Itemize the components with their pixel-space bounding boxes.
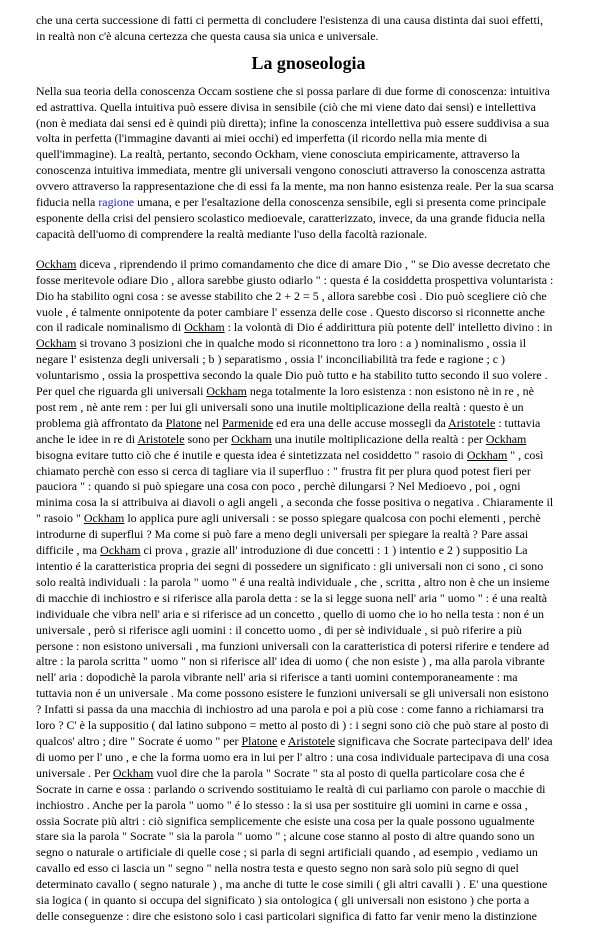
link-ockham[interactable]: Ockham <box>100 543 141 558</box>
link-platone[interactable]: Platone <box>165 415 202 430</box>
link-platone[interactable]: Platone <box>241 733 278 748</box>
text-line: pauciora " : quando si può spiegare una cosa con poco , perchè dilungarsi ? Nel Medioevo , poi , ogni <box>36 479 521 494</box>
link-ockham[interactable]: Ockham <box>184 320 225 335</box>
text-line: cavallo ed esso ci lascia un " segno " nella nostra testa e questo segno non sarà solo più segno di quel <box>36 861 519 876</box>
text-line: (non è mediata dai sensi ed è quindi più diretta); infine la conoscenza intellettiva può essere suddivisa a sua <box>36 115 550 130</box>
link-aristotele[interactable]: Aristotele <box>137 431 185 446</box>
link-ockham[interactable]: Ockham <box>231 431 272 446</box>
text-line: capacità dell'uomo di comprendere la realtà mediante l'uso della facoltà razionale. <box>36 226 428 241</box>
text-line: intentio é la caratteristica propria dei segni di possedere un significato : gli universali non ci sono , ci sono <box>36 559 544 573</box>
text-line: Socrate in carne e ossa : parlando o scrivendo sostituiamo le realtà di cui parliamo con parole o macchie di <box>36 781 546 796</box>
text-segment: voluntarismo , ossia la prospettiva secondo la quale Dio può tutto e ha stabilito tutto secondo il suo volere . <box>36 368 548 383</box>
text-segment: ed era una delle accuse mossegli da <box>273 415 449 430</box>
document-page <box>36 13 581 925</box>
text-segment: ci prova , grazie all' introduzione di due concetti : 1 ) intentio e 2 ) suppositio La <box>140 543 528 558</box>
text-line: fosse meritevole odiare Dio , allora sarebbe giusto odiarlo " : questa é la cosiddetta prospettiva voluntarista : <box>36 272 554 287</box>
text-segment: significava che Socrate partecipava dell' idea <box>335 733 553 748</box>
text-line: ovvero attraverso la rappresentazione che di essi fa la mente, ma non hanno esistenza reale. Per la sua scarsa <box>36 179 554 194</box>
text-line: ossia Socrate più altri : ciò significa semplicemente che esiste una cosa per la quale possono ugualmente <box>36 813 535 828</box>
text-line: minima cosa la si attribuiva ai diavoli o agli angeli , a seconda che fosse positiva o negativa . Chiaramente il <box>36 495 554 510</box>
text-line: tuttavia non é un universale . Ma come possono esistere le funzioni universali se gli universali non esistono <box>36 686 549 701</box>
text-segment: bisogna evitare tutto ciò che é inutile e questa idea é sintetizzata nel cosiddetto " rasoio di <box>36 447 467 462</box>
text-line: ed astrattiva. Quella intuitiva può essere divisa in sensibile (ciò che mi viene dato dai sensi) e intellettiva <box>36 99 536 114</box>
link-ockham[interactable]: Ockham <box>36 256 77 271</box>
text-line: conoscenza intuitiva immediata, mentre gli universali vengono conosciuti attraverso la conoscenza astratta <box>36 163 546 178</box>
link-ragione[interactable]: ragione <box>98 195 135 210</box>
text-segment: umana, e per l'esaltazione della conoscenza sensibile, egli si presenta come principale <box>134 195 546 210</box>
text-segment: nega totalmente la loro esistenza : non esistono nè in re , nè <box>246 384 534 399</box>
text-segment: con il radicale nominalismo di <box>36 320 185 335</box>
link-ockham[interactable]: Ockham <box>466 447 508 462</box>
text-line: individuale che vibra nell' aria e si riferisce ad un concetto , quello di uomo che io ho nella testa : non é un <box>36 606 545 621</box>
text-line: delle conseguenze : dire che esistono solo i casi particolari significa di fatto far venir meno la distinzione <box>36 908 537 923</box>
text-line: vuole , é talmente onnipotente da poter cambiare l' essenza delle cose . Questo discorso si riconnette anche <box>36 304 545 319</box>
text-line: post rem , nè ante rem : per lui gli universali sono una inutile moltiplicazione della realtà : questo è un <box>36 399 524 414</box>
text-segment: lo applica pure agli universali : se posso spiegare qualcosa con pochi elementi , perchè <box>124 511 541 526</box>
text-segment: : tuttavia <box>495 415 541 430</box>
text-segment: nel <box>201 415 223 430</box>
link-ockham[interactable]: Ockham <box>83 511 125 526</box>
text-line: in realtà non c'è alcuna certezza che questa causa sia unica e universale. <box>36 28 379 43</box>
text-line: ? Infatti si passa da una macchia di inchiostro ad una parola e poi a più cose : come fanno a richiamarsi tra <box>36 702 544 717</box>
text-segment: e <box>277 733 288 748</box>
text-segment: " rasoio " <box>36 511 84 526</box>
text-segment: si trovano 3 posizioni che in qualche modo si riconnettono tra loro : a ) nominalismo , ossia il <box>76 336 527 351</box>
text-segment: qualcos' altro ; dire " Socrate é uomo " per <box>36 733 242 748</box>
link-aristotele[interactable]: Aristotele <box>287 733 335 748</box>
text-segment: una inutile moltiplicazione della realtà : per <box>271 431 486 446</box>
text-line: chiamato perchè con esso si cerca di tagliare via il superfluo : " frustra fit per plura quod potest fieri per <box>36 463 531 478</box>
text-line: quell'immagine). La realtà, pertanto, secondo Ockham, viene conosciuta empiricamente, attraverso la <box>36 147 520 162</box>
text-segment: sono per <box>184 431 232 446</box>
text-line: universale , però si riferisce agli uomini : il concetto uomo , di per sè individuale , si può riferire a più <box>36 622 522 637</box>
text-line: determinato cavallo ( segno naturale ) , ma anche di tutte le cose simili ( gli altri cavalli ) . E' una questione <box>36 877 548 892</box>
link-aristotele[interactable]: Aristotele <box>448 415 496 430</box>
text-line: altre : la parola scritta " uomo " non si riferisce all' idea di uomo ( che non esiste ) , ma alla parola vibrante <box>36 654 545 669</box>
link-ockham[interactable]: Ockham <box>485 431 527 446</box>
link-parmenide[interactable]: Parmenide <box>222 415 274 430</box>
text-line: che una certa successione di fatti ci permetta di concludere l'esistenza di una causa distinta dai suoi effetti, <box>36 13 544 27</box>
text-line: inchiostro . Anche per la parola " uomo " é lo stesso : la si usa per sostituire gli uomini in carne e ossa , <box>36 797 528 812</box>
text-line: negare l' esistenza degli universali ; b ) separatismo , ossia l' inconciliabilità tra fede e ragione ; c ) <box>36 352 506 367</box>
text-segment: " , così <box>507 447 544 462</box>
text-line: di uomo per l' uno , e che la forma uomo era in lui per l' altro : una cosa individuale partecipava di una cosa <box>36 749 550 764</box>
text-segment: universale . Per <box>36 765 113 780</box>
text-segment: Per quel che riguarda gli universali <box>36 384 207 399</box>
ockham-paragraph <box>36 257 581 925</box>
link-ockham[interactable]: Ockham <box>36 336 77 351</box>
text-segment: difficile , ma <box>36 543 101 558</box>
text-line: persone : non esistono universali , ma funzioni universali con la caratteristica di potersi riferire e tendere ad <box>36 638 550 653</box>
text-segment: diceva , riprendendo il primo comandamento che dice di amare Dio , " se Dio avesse decretato che <box>76 256 551 271</box>
text-line: segno o naturale o artificiale di quelle cose ; si parla di segni artificiali quando , ad esempio , vediamo un <box>36 845 538 860</box>
text-segment: anche le idee in re di <box>36 431 138 446</box>
link-ockham[interactable]: Ockham <box>206 384 247 399</box>
text-line: Dio ha stabilito ogni cosa : se avesse stabilito che 2 + 2 = 5 , allora sarebbe così . Dio può scegliere ciò che <box>36 288 547 303</box>
text-segment: problema già affrontato da <box>36 415 166 430</box>
text-line: loro ? C' è la suppositio ( dal latino subpono = metto al posto di ) : i segni sono ciò che può stare al posto di <box>36 718 549 733</box>
section-heading: La gnoseologia <box>251 52 366 73</box>
text-line: introdurne di superflui ? Ma come si può fare a meno degli universali per spiegare la realtà ? Pare assai <box>36 527 529 542</box>
link-ockham[interactable]: Ockham <box>112 765 154 780</box>
intro-paragraph <box>36 13 581 45</box>
text-line: Nella sua teoria della conoscenza Occam sostiene che si possa parlare di due forme di conoscenza: intuitiva <box>36 83 550 98</box>
text-line: solo realtà individuali : la parola " uomo " é una realtà individuale , che , scritta , altro non è che un insieme <box>36 574 550 589</box>
text-line: esponente della crisi del pensiero scolastico medioevale, caratterizzato, invece, da una grande fiducia nella <box>36 210 546 225</box>
text-segment: fiducia nella <box>36 195 99 210</box>
text-line: nell' aria : dopodichè la parola vibrante nell' aria si riferisce a tanti uomini contemporaneamente : ma <box>36 670 518 685</box>
text-line: sia logica ( in quanto si occupa del significato ) sia ontologica ( gli universali non esistono ) che porta a <box>36 893 530 908</box>
text-line: volta in perfetta (l'immagine davanti ai miei occhi) ed imperfetta (il ricordo nella mia mente di <box>36 131 488 146</box>
text-segment: : la volontà di Dio é addirittura più potente dell' intelletto divino : in <box>224 320 553 335</box>
text-segment: vuol dire che la parola " Socrate " sta al posto di quella particolare cosa che é <box>153 765 525 780</box>
gnoseologia-paragraph <box>36 84 581 243</box>
text-line: di macchie di inchiostro e si riferisce alla parola detta : se la si legge suona nell' aria " uomo " : é una realtà <box>36 590 548 605</box>
text-line: stare sia la parola " Socrate " sia la parola " uomo " ; alcune cose stanno al posto di altre quando sono un <box>36 829 535 844</box>
